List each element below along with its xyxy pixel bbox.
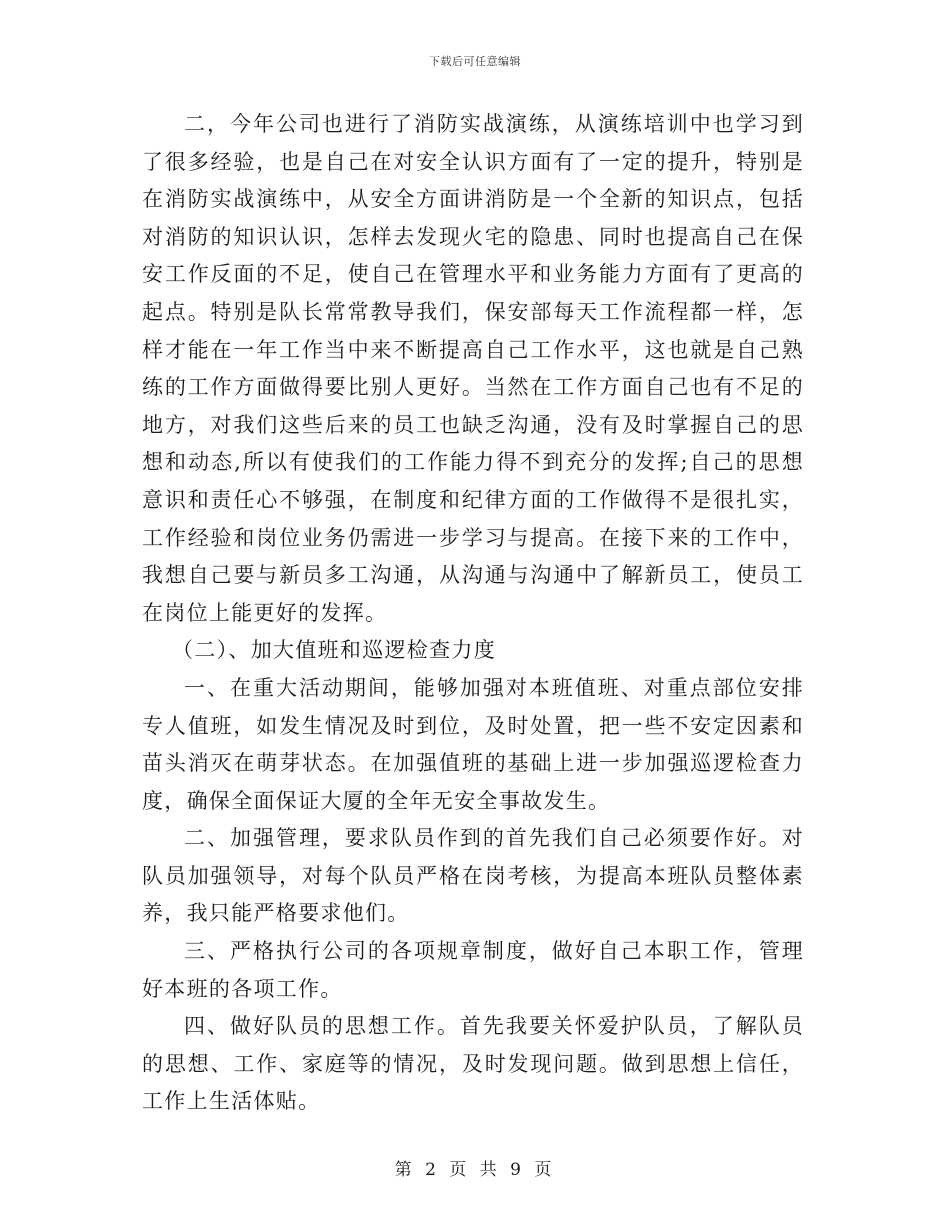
paragraph-regulations: 三、严格执行公司的各项规章制度，做好自己本职工作，管理好本班的各项工作。 <box>142 939 804 1001</box>
paragraph-management: 二、加强管理，要求队员作到的首先我们自己必须要作好。对队员加强领导，对每个队员严格在岗考核，为提高本班队员整体素养，我只能严格要求他们。 <box>142 826 804 926</box>
page-number: 第 2 页 共 9 页 <box>394 1160 556 1180</box>
paragraph-duty-patrol: 一、在重大活动期间，能够加强对本班值班、对重点部位安排专人值班，如发生情况及时到位，及时处置，把一些不安定因素和苗头消灭在萌芽状态。在加强值班的基础上进一步加强巡逻检查力度，确保全面保证大厦的全年无安全事故发生。 <box>142 675 804 813</box>
header-note: 下载后可任意编辑 <box>429 55 521 68</box>
paragraph-team-care: 四、做好队员的思想工作。首先我要关怀爱护队员，了解队员的思想、工作、家庭等的情况，及时发现问题。做到思想上信任，工作上生活体贴。 <box>142 1014 804 1114</box>
section-subheading: （二）、加大值班和巡逻检查力度 <box>172 638 496 663</box>
paragraph-fire-drill: 二，今年公司也进行了消防实战演练，从演练培训中也学习到了很多经验，也是自己在对安全认识方面有了一定的提升，特别是在消防实战演练中，从安全方面讲消防是一个全新的知识点，包括对消防的知识认识，怎样去发现火宅的隐患、同时也提高自己在保安工作反面的不足，使自己在管理水平和业务能力方面有了更高的起点。特别是队长常常教导我们，保安部每天工作流程都一样，怎样才能在一年工作当中来不断提高自己工作水平，这也就是自己熟练的工作方面做得要比别人更好。当然在工作方面自己也有不足的地方，对我们这些后来的员工也缺乏沟通，没有及时掌握自己的思想和动态,所以有使我们的工作能力得不到充分的发挥;自己的思想意识和责任心不够强，在制度和纪律方面的工作做得不是很扎实，工作经验和岗位业务仍需进一步学习与提高。在接下来的工作中，我想自己要与新员多工沟通，从沟通与沟通中了解新员工，使员工在岗位上能更好的发挥。 <box>142 112 804 625</box>
document-body <box>142 106 804 1121</box>
